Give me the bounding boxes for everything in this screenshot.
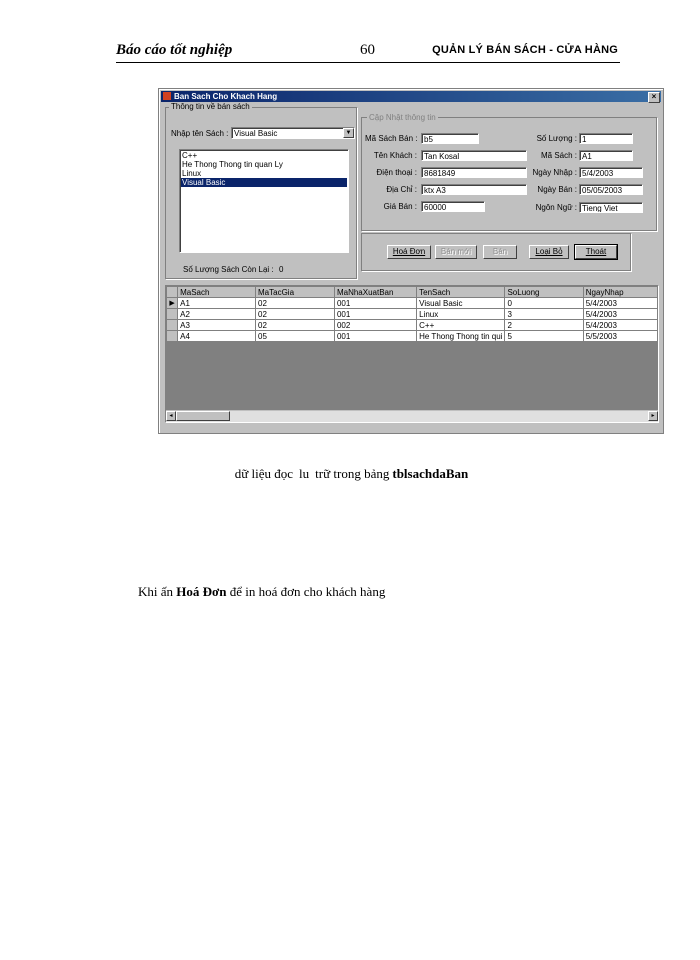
table-cell[interactable]: 02 xyxy=(256,320,335,331)
table-cell[interactable]: 5/4/2003 xyxy=(583,298,657,309)
chevron-down-icon[interactable]: ▼ xyxy=(343,128,354,138)
scroll-right-icon[interactable]: ▸ xyxy=(648,411,658,421)
scroll-thumb[interactable] xyxy=(176,411,230,421)
sales-window xyxy=(158,88,664,434)
row-selector[interactable] xyxy=(167,309,178,320)
column-header[interactable]: SoLuong xyxy=(505,287,583,298)
table-cell[interactable]: 5 xyxy=(505,331,583,342)
table-cell[interactable]: 02 xyxy=(256,309,335,320)
column-header[interactable]: NgayNhap xyxy=(583,287,657,298)
header-report-title: Báo cáo tốt nghiệp xyxy=(116,42,233,58)
caption-table-name: tblsachdaBan xyxy=(392,466,469,481)
table-row[interactable] xyxy=(167,298,658,309)
table-cell[interactable]: 3 xyxy=(505,309,583,320)
table-row[interactable] xyxy=(167,309,658,320)
invoice-button[interactable] xyxy=(387,245,431,259)
gia-ban-field[interactable]: 60000 xyxy=(421,201,485,212)
book-name-label: Nhập tên Sách : xyxy=(171,129,229,138)
dien-thoai-field[interactable]: 8681849 xyxy=(421,167,527,178)
ten-khach-label: Tên Khách : xyxy=(373,151,417,160)
table-cell[interactable]: C++ xyxy=(417,320,505,331)
table-cell[interactable]: 5/4/2003 xyxy=(583,320,657,331)
dia-chi-label: Địa Chỉ : xyxy=(386,185,417,194)
table-cell[interactable]: He Thong Thong tin qui xyxy=(417,331,505,342)
grid-corner xyxy=(167,287,178,298)
body-prefix: Khi ấn xyxy=(138,584,174,599)
ngay-nhap-label: Ngày Nhập : xyxy=(532,168,577,177)
ten-khach-field[interactable]: Tan Kosal xyxy=(421,150,527,161)
table-cell[interactable]: A1 xyxy=(178,298,256,309)
table-cell[interactable]: 5/4/2003 xyxy=(583,309,657,320)
window-titlebar[interactable] xyxy=(161,91,661,102)
gia-ban-label: Giá Bán : xyxy=(383,202,417,211)
caption-part-1: dữ liệu đọc xyxy=(234,466,294,481)
dien-thoai-label: Điện thoại : xyxy=(376,168,417,177)
so-luong-field[interactable]: 1 xyxy=(579,133,633,144)
table-cell[interactable]: Linux xyxy=(417,309,505,320)
body-suffix: để in hoá đơn cho khách hàng xyxy=(229,584,386,599)
new-sale-button[interactable]: Bán mới xyxy=(435,245,477,259)
row-selector[interactable] xyxy=(167,320,178,331)
remaining-value: 0 xyxy=(279,265,284,274)
close-button[interactable]: × xyxy=(648,92,660,103)
book-name-combo-value: Visual Basic xyxy=(234,129,278,138)
table-cell[interactable]: 001 xyxy=(334,298,416,309)
table-cell[interactable]: 5/5/2003 xyxy=(583,331,657,342)
table-row[interactable] xyxy=(167,331,658,342)
grid-header-row xyxy=(167,287,658,298)
table-cell[interactable]: A3 xyxy=(178,320,256,331)
sell-button[interactable]: Bán xyxy=(483,245,517,259)
ngay-ban-field[interactable]: 05/05/2003 xyxy=(579,184,643,195)
table-cell[interactable]: 002 xyxy=(334,320,416,331)
table-cell[interactable]: 05 xyxy=(256,331,335,342)
table-cell[interactable]: 001 xyxy=(334,309,416,320)
book-info-group-label: Thông tin về bán sách xyxy=(171,102,250,111)
ngay-ban-label: Ngày Bán : xyxy=(537,185,577,194)
table-cell[interactable]: 001 xyxy=(334,331,416,342)
ma-sach-field[interactable]: A1 xyxy=(579,150,633,161)
table-cell[interactable]: 2 xyxy=(505,320,583,331)
caption-part-2: lu xyxy=(299,466,310,481)
row-selector[interactable] xyxy=(167,331,178,342)
column-header[interactable]: MaSach xyxy=(178,287,256,298)
ma-sach-ban-label: Mã Sách Bán : xyxy=(365,134,418,143)
book-name-combo[interactable] xyxy=(231,127,355,139)
table-cell[interactable]: Visual Basic xyxy=(417,298,505,309)
ngay-nhap-field[interactable]: 5/4/2003 xyxy=(579,167,643,178)
update-info-group-label: Cập Nhật thông tin xyxy=(369,113,436,122)
list-item[interactable]: C++ xyxy=(182,151,198,160)
horizontal-scrollbar[interactable] xyxy=(166,410,658,422)
exit-button[interactable] xyxy=(575,245,617,259)
remove-button[interactable] xyxy=(529,245,569,259)
ma-sach-ban-field[interactable]: b5 xyxy=(421,133,479,144)
list-item[interactable]: He Thong Thong tin quan Ly xyxy=(182,160,283,169)
window-title: Ban Sach Cho Khach Hang xyxy=(174,92,278,101)
so-luong-label: Số Lượng : xyxy=(536,134,577,143)
sales-data-grid[interactable] xyxy=(165,285,659,423)
book-listbox[interactable] xyxy=(179,149,349,253)
page-header xyxy=(116,40,620,63)
ngon-ngu-label: Ngôn Ngữ : xyxy=(535,203,577,212)
table-cell[interactable]: A2 xyxy=(178,309,256,320)
ngon-ngu-field[interactable]: Tieng Viet xyxy=(579,202,643,213)
grid-table xyxy=(166,286,658,342)
ma-sach-label: Mã Sách : xyxy=(540,151,577,160)
header-page-number: 60 xyxy=(360,42,375,58)
remove-button-label: Loại Bỏ xyxy=(535,247,563,256)
list-item-selected[interactable]: Visual Basic xyxy=(181,178,347,187)
table-cell[interactable]: A4 xyxy=(178,331,256,342)
table-cell[interactable]: 0 xyxy=(505,298,583,309)
current-row-arrow-icon[interactable]: ▶ xyxy=(167,298,178,309)
table-row[interactable] xyxy=(167,320,658,331)
caption-part-3: trữ trong bảng xyxy=(315,466,390,481)
scroll-left-icon[interactable]: ◂ xyxy=(166,411,176,421)
body-bold: Hoá Đơn xyxy=(176,584,227,599)
column-header[interactable]: MaTacGia xyxy=(256,287,335,298)
body-paragraph xyxy=(138,584,385,600)
table-cell[interactable]: 02 xyxy=(256,298,335,309)
invoice-button-label: Hoá Đơn xyxy=(392,247,426,256)
remaining-label: Số Lượng Sách Còn Lại : xyxy=(183,265,274,274)
list-item[interactable]: Linux xyxy=(182,169,202,178)
column-header[interactable]: TenSach xyxy=(417,287,505,298)
dia-chi-field[interactable]: ktx A3 xyxy=(421,184,527,195)
exit-button-label: Thoát xyxy=(585,247,607,256)
app-icon xyxy=(163,92,171,100)
column-header[interactable]: MaNhaXuatBan xyxy=(334,287,416,298)
header-project-title: QUẢN LÝ BÁN SÁCH - CỬA HÀNG xyxy=(432,44,618,56)
figure-caption xyxy=(0,466,700,482)
